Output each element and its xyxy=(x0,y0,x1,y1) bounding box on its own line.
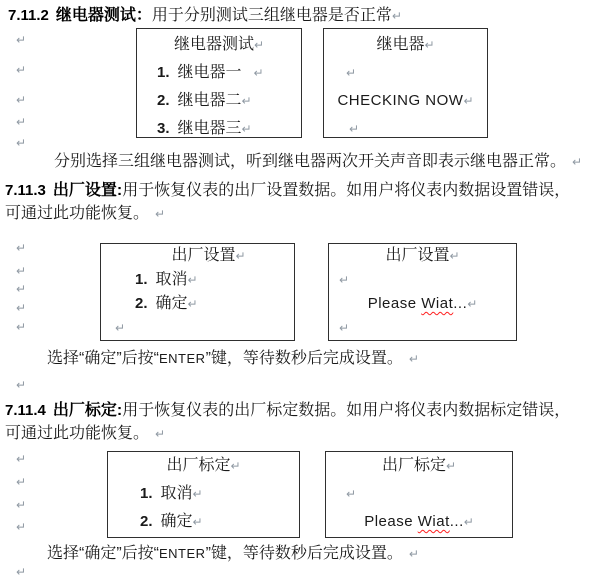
paragraph-mark-icon: ↵ xyxy=(253,38,265,52)
paragraph-mark-icon: ↵ xyxy=(339,273,350,287)
section-title: 出厂标定: xyxy=(52,402,123,419)
factory-calibration-note xyxy=(47,543,419,565)
misspelled-word: Wiat xyxy=(417,513,450,530)
section-number: 7.11.2 xyxy=(8,7,49,24)
empty-line xyxy=(101,316,294,340)
paragraph-mark-icon: ↵ xyxy=(391,9,402,23)
paragraph-mark-icon: ↵ xyxy=(339,321,350,335)
paragraph-mark-icon: ↵ xyxy=(346,487,357,501)
section-description: 用于分别测试三组继电器是否正常 xyxy=(151,7,392,24)
paragraph-mark-icon: ↵ xyxy=(16,63,27,77)
paragraph-mark-icon: ↵ xyxy=(16,136,27,150)
paragraph-mark-icon: ↵ xyxy=(155,427,166,441)
paragraph-mark-icon: ↵ xyxy=(445,459,457,473)
empty-line xyxy=(324,115,487,143)
empty-line xyxy=(326,480,512,508)
enter-key-label: ENTER xyxy=(159,351,206,366)
menu-item-number: 2. xyxy=(140,513,153,530)
paragraph-mark-icon: ↵ xyxy=(16,520,27,534)
paragraph-mark-icon: ↵ xyxy=(16,282,27,296)
section-title: 出厂设置: xyxy=(52,182,123,199)
menu-item-number: 1. xyxy=(140,485,153,502)
paragraph-mark-icon: ↵ xyxy=(16,320,27,334)
empty-line xyxy=(329,268,516,292)
paragraph-mark-icon: ↵ xyxy=(408,547,419,561)
lcd-title-text: 继电器 xyxy=(376,36,425,53)
lcd-title-text: 出厂标定 xyxy=(166,457,231,474)
menu-item xyxy=(108,480,299,508)
paragraph-mark-icon: ↵ xyxy=(230,459,241,473)
status-text: Please xyxy=(364,513,418,530)
section-heading-factory-settings xyxy=(5,180,570,201)
lcd-title-text: 出厂设置 xyxy=(385,247,450,264)
description-text: 可通过此功能恢复。 xyxy=(5,425,150,442)
paragraph-mark-icon: ↵ xyxy=(16,378,27,392)
menu-item-number: 2. xyxy=(135,295,148,312)
section-number: 7.11.4 xyxy=(5,402,46,419)
paragraph-mark-icon: ↵ xyxy=(16,33,27,47)
menu-item-label: 取消 xyxy=(160,485,193,502)
paragraph-mark-icon: ↵ xyxy=(187,297,198,311)
lcd-title xyxy=(101,244,294,268)
factory-settings-menu-box xyxy=(100,243,295,341)
lcd-title xyxy=(329,244,516,268)
status-text: Please xyxy=(367,295,422,312)
factory-calibration-menu-box xyxy=(107,451,300,538)
menu-item-label: 确定 xyxy=(160,513,193,530)
status-line xyxy=(329,292,516,316)
enter-key-label: ENTER xyxy=(159,546,206,561)
paragraph-mark-icon: ↵ xyxy=(346,66,357,80)
note-text: 选择“确定”后按“ xyxy=(47,545,159,562)
paragraph-mark-icon: ↵ xyxy=(467,297,478,311)
menu-item-number: 1. xyxy=(135,271,148,288)
section-title: 继电器测试： xyxy=(55,7,152,24)
lcd-title-text: 出厂设置 xyxy=(171,247,236,264)
factory-settings-wait-box xyxy=(328,243,517,341)
paragraph-mark-icon: ↵ xyxy=(155,207,166,221)
menu-item xyxy=(137,59,301,87)
section-heading-factory-calibration xyxy=(5,400,570,421)
status-text: CHECKING NOW xyxy=(337,92,464,109)
status-line xyxy=(324,87,487,115)
paragraph-mark-icon: ↵ xyxy=(463,94,474,108)
paragraph-mark-icon: ↵ xyxy=(572,155,583,169)
lcd-title-text: 继电器测试 xyxy=(173,36,254,53)
menu-item-number: 2. xyxy=(157,92,170,109)
note-text: ”键，等待数秒后完成设置。 xyxy=(205,350,403,367)
paragraph-mark-icon: ↵ xyxy=(241,94,252,108)
section-description: 用于恢复仪表的出厂设置数据。如用户将仪表内数据设置错误， xyxy=(122,182,571,199)
menu-item-label: 继电器二 xyxy=(177,92,242,109)
paragraph-mark-icon: ↵ xyxy=(449,249,460,263)
section-description-cont xyxy=(5,423,165,445)
paragraph-mark-icon: ↵ xyxy=(16,241,27,255)
menu-item-number: 3. xyxy=(157,120,170,137)
lcd-title xyxy=(324,31,487,59)
menu-item-label: 继电器三 xyxy=(177,120,242,137)
status-text: ... xyxy=(449,513,464,530)
paragraph-mark-icon: ↵ xyxy=(235,249,246,263)
section-number: 7.11.3 xyxy=(5,182,46,199)
paragraph-mark-icon: ↵ xyxy=(253,66,264,80)
paragraph-mark-icon: ↵ xyxy=(241,122,252,136)
paragraph-mark-icon: ↵ xyxy=(408,352,419,366)
paragraph-mark-icon: ↵ xyxy=(192,487,203,501)
paragraph-mark-icon: ↵ xyxy=(16,301,27,315)
paragraph-mark-icon: ↵ xyxy=(16,452,27,466)
paragraph-mark-icon: ↵ xyxy=(192,515,203,529)
paragraph-mark-icon: ↵ xyxy=(463,515,474,529)
menu-item xyxy=(101,268,294,292)
factory-settings-note xyxy=(47,348,419,370)
menu-item xyxy=(137,115,301,143)
paragraph-mark-icon: ↵ xyxy=(349,122,360,136)
section-heading-relay-test xyxy=(8,5,402,27)
menu-item xyxy=(101,292,294,316)
section-description: 用于恢复仪表的出厂标定数据。如用户将仪表内数据标定错误， xyxy=(122,402,571,419)
description-text: 可通过此功能恢复。 xyxy=(5,205,150,222)
lcd-title xyxy=(326,452,512,480)
paragraph-mark-icon: ↵ xyxy=(424,38,435,52)
paragraph-mark-icon: ↵ xyxy=(16,115,27,129)
paragraph-mark-icon: ↵ xyxy=(187,273,198,287)
empty-line xyxy=(329,316,516,340)
factory-calibration-wait-box xyxy=(325,451,513,538)
menu-item-label: 确定 xyxy=(155,295,188,312)
menu-item xyxy=(108,508,299,536)
status-line xyxy=(326,508,512,536)
note-text: 分别选择三组继电器测试，听到继电器两次开关声音即表示继电器正常。 xyxy=(54,153,567,170)
lcd-title-text: 出厂标定 xyxy=(381,457,446,474)
lcd-title xyxy=(137,31,301,59)
lcd-title xyxy=(108,452,299,480)
paragraph-mark-icon: ↵ xyxy=(16,498,27,512)
section-description-cont xyxy=(5,203,165,225)
paragraph-mark-icon: ↵ xyxy=(16,565,27,579)
paragraph-mark-icon: ↵ xyxy=(16,264,27,278)
misspelled-word: Wiat xyxy=(421,295,454,312)
relay-checking-box xyxy=(323,28,488,138)
note-text: ”键，等待数秒后完成设置。 xyxy=(205,545,403,562)
menu-item xyxy=(137,87,301,115)
menu-item-label: 取消 xyxy=(155,271,188,288)
menu-item-label: 继电器一 xyxy=(177,64,242,81)
relay-test-note xyxy=(54,151,582,173)
note-text: 选择“确定”后按“ xyxy=(47,350,159,367)
relay-test-menu-box xyxy=(136,28,302,138)
paragraph-mark-icon: ↵ xyxy=(16,93,27,107)
menu-item-number: 1. xyxy=(157,64,170,81)
status-text: ... xyxy=(453,295,468,312)
paragraph-mark-icon: ↵ xyxy=(115,321,126,335)
empty-line xyxy=(324,59,487,87)
paragraph-mark-icon: ↵ xyxy=(16,475,27,489)
